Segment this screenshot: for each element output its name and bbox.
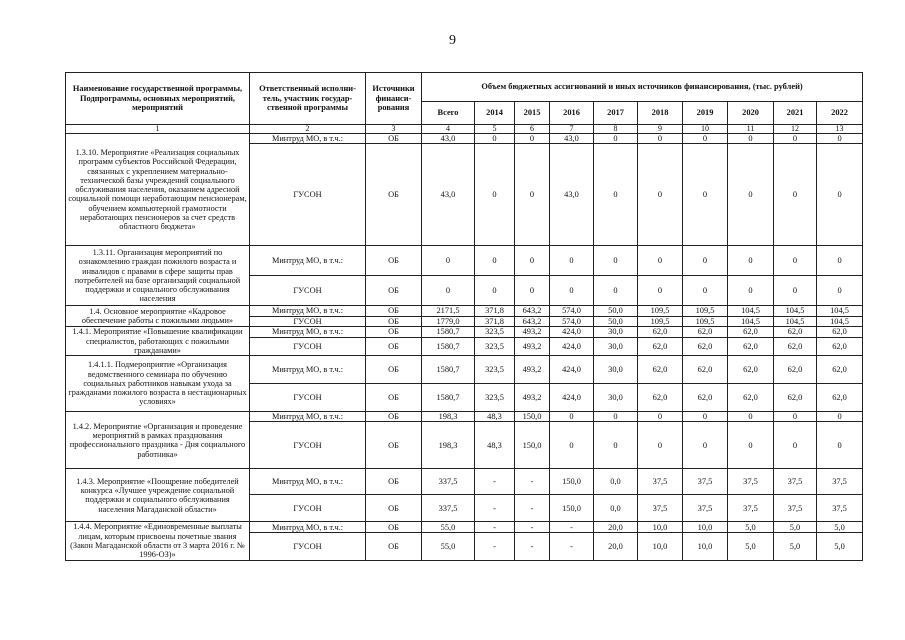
- value-year: 0: [550, 422, 594, 469]
- funding-source: ОБ: [366, 276, 422, 306]
- value-year: 0: [728, 276, 774, 306]
- value-year: 5,0: [817, 522, 863, 533]
- responsible-executor: ГУСОН: [250, 144, 366, 246]
- funding-source: ОБ: [366, 356, 422, 384]
- measure-name: 1.3.11. Организация мероприятий по ознакомлению граждан пожилого возраста и инвалидов с правами в сфере защиты прав потребителей на базе организаций социальной поддержки и социального обслуживания населения: [66, 246, 250, 306]
- column-number: 7: [550, 125, 594, 134]
- value-year: 37,5: [728, 495, 774, 522]
- column-number: 12: [774, 125, 817, 134]
- value-year: 43,0: [550, 134, 594, 144]
- header-responsible: Ответственный исполни-тель, участник государ-ственной программы: [250, 73, 366, 125]
- value-year: 0: [475, 134, 515, 144]
- table-row: [66, 306, 863, 316]
- value-total: 337,5: [422, 469, 475, 495]
- value-year: -: [550, 533, 594, 560]
- column-number: 10: [683, 125, 728, 134]
- value-year: 62,0: [817, 327, 863, 338]
- value-year: 62,0: [638, 356, 683, 384]
- value-year: 0: [638, 144, 683, 246]
- value-year: 62,0: [817, 384, 863, 412]
- value-year: 0: [638, 422, 683, 469]
- value-year: -: [515, 522, 550, 533]
- table-row: [66, 469, 863, 495]
- value-year: 109,5: [638, 316, 683, 326]
- value-year: 20,0: [594, 533, 638, 560]
- value-year: 62,0: [774, 327, 817, 338]
- value-year: 424,0: [550, 356, 594, 384]
- value-year: 62,0: [774, 337, 817, 355]
- value-year: 50,0: [594, 306, 638, 316]
- value-year: 62,0: [638, 337, 683, 355]
- value-year: 424,0: [550, 384, 594, 412]
- column-number: 2: [250, 125, 366, 134]
- funding-source: ОБ: [366, 495, 422, 522]
- funding-source: ОБ: [366, 533, 422, 560]
- header-year: Всего: [422, 102, 475, 125]
- value-year: 0: [638, 134, 683, 144]
- value-year: 62,0: [728, 327, 774, 338]
- value-year: 643,2: [515, 316, 550, 326]
- value-year: 62,0: [817, 356, 863, 384]
- value-year: 104,5: [728, 306, 774, 316]
- value-total: 1580,7: [422, 384, 475, 412]
- table-body: [66, 125, 863, 561]
- value-year: 0: [817, 246, 863, 276]
- column-number: 6: [515, 125, 550, 134]
- value-year: 643,2: [515, 306, 550, 316]
- responsible-executor: ГУСОН: [250, 422, 366, 469]
- table-row: [66, 522, 863, 533]
- value-year: 0: [638, 412, 683, 422]
- responsible-executor: ГУСОН: [250, 276, 366, 306]
- value-year: 0: [594, 276, 638, 306]
- value-year: 5,0: [728, 533, 774, 560]
- responsible-executor: ГУСОН: [250, 495, 366, 522]
- header-year: 2018: [638, 102, 683, 125]
- value-year: 109,5: [683, 306, 728, 316]
- value-year: -: [515, 495, 550, 522]
- value-year: 10,0: [683, 522, 728, 533]
- value-year: 37,5: [683, 495, 728, 522]
- value-year: 0: [550, 412, 594, 422]
- value-total: 2171,5: [422, 306, 475, 316]
- responsible-executor: Минтруд МО, в т.ч.:: [250, 469, 366, 495]
- value-year: 0: [594, 246, 638, 276]
- table-row: [66, 327, 863, 338]
- value-year: 493,2: [515, 356, 550, 384]
- funding-source: ОБ: [366, 134, 422, 144]
- value-year: 62,0: [683, 327, 728, 338]
- header-year: 2015: [515, 102, 550, 125]
- value-year: 424,0: [550, 327, 594, 338]
- value-year: 0: [774, 134, 817, 144]
- value-total: 1580,7: [422, 327, 475, 338]
- value-year: 104,5: [728, 316, 774, 326]
- page-number: 9: [449, 33, 456, 48]
- column-number: 11: [728, 125, 774, 134]
- value-year: 150,0: [515, 412, 550, 422]
- responsible-executor: Минтруд МО, в т.ч.:: [250, 246, 366, 276]
- value-year: 62,0: [728, 356, 774, 384]
- value-year: 0: [817, 412, 863, 422]
- header-name: Наименование государственной программы, Подпрограммы, основных мероприятий, мероприятий: [66, 73, 250, 125]
- value-year: 30,0: [594, 356, 638, 384]
- value-total: 198,3: [422, 422, 475, 469]
- funding-source: ОБ: [366, 412, 422, 422]
- value-year: 37,5: [817, 495, 863, 522]
- column-number: 1: [66, 125, 250, 134]
- value-year: 30,0: [594, 337, 638, 355]
- value-year: 43,0: [550, 144, 594, 246]
- value-total: 1580,7: [422, 337, 475, 355]
- funding-source: ОБ: [366, 306, 422, 316]
- responsible-executor: ГУСОН: [250, 533, 366, 560]
- value-year: 0: [817, 144, 863, 246]
- table-row: [66, 412, 863, 422]
- value-year: 0: [475, 246, 515, 276]
- value-year: 62,0: [638, 384, 683, 412]
- value-year: 323,5: [475, 337, 515, 355]
- value-year: 493,2: [515, 384, 550, 412]
- funding-source: ОБ: [366, 144, 422, 246]
- value-year: 323,5: [475, 327, 515, 338]
- value-year: 0: [594, 412, 638, 422]
- header-year: 2020: [728, 102, 774, 125]
- value-total: 1779,0: [422, 316, 475, 326]
- value-year: 37,5: [638, 469, 683, 495]
- value-year: 0: [728, 422, 774, 469]
- value-year: 371,8: [475, 316, 515, 326]
- value-year: 62,0: [683, 356, 728, 384]
- responsible-executor: Минтруд МО, в т.ч.:: [250, 134, 366, 144]
- value-year: 493,2: [515, 327, 550, 338]
- value-year: 323,5: [475, 356, 515, 384]
- responsible-executor: Минтруд МО, в т.ч.:: [250, 327, 366, 338]
- funding-source: ОБ: [366, 422, 422, 469]
- value-year: 37,5: [817, 469, 863, 495]
- value-year: 62,0: [774, 384, 817, 412]
- column-number-row: [66, 125, 863, 134]
- value-year: -: [475, 522, 515, 533]
- responsible-executor: ГУСОН: [250, 316, 366, 326]
- value-year: 150,0: [550, 495, 594, 522]
- value-year: 0: [728, 246, 774, 276]
- value-year: 0: [594, 144, 638, 246]
- value-year: 0: [774, 412, 817, 422]
- value-year: 0: [728, 134, 774, 144]
- value-year: 37,5: [774, 495, 817, 522]
- value-year: 104,5: [817, 316, 863, 326]
- value-total: 0: [422, 246, 475, 276]
- table-row: [66, 356, 863, 384]
- value-year: 0: [774, 246, 817, 276]
- value-year: 30,0: [594, 327, 638, 338]
- measure-name: 1.4.1. Мероприятие «Повышение квалификации специалистов, работающих с пожилыми гражданами»: [66, 327, 250, 356]
- value-year: 0: [475, 144, 515, 246]
- value-year: -: [475, 533, 515, 560]
- value-year: 62,0: [683, 337, 728, 355]
- value-year: 0,0: [594, 469, 638, 495]
- value-year: 574,0: [550, 316, 594, 326]
- responsible-executor: Минтруд МО, в т.ч.:: [250, 522, 366, 533]
- column-number: 3: [366, 125, 422, 134]
- value-year: 0: [683, 134, 728, 144]
- header-year: 2014: [475, 102, 515, 125]
- value-total: 55,0: [422, 533, 475, 560]
- column-number: 8: [594, 125, 638, 134]
- value-year: 150,0: [550, 469, 594, 495]
- value-year: -: [515, 533, 550, 560]
- responsible-executor: Минтруд МО, в т.ч.:: [250, 412, 366, 422]
- value-total: 337,5: [422, 495, 475, 522]
- measure-name: 1.4.3. Мероприятие «Поощрение победителей конкурса «Лучшее учреждение социальной поддержки и социального обслуживания населения Магаданской области»: [66, 469, 250, 522]
- value-year: 62,0: [817, 337, 863, 355]
- measure-name: 1.4.1.1. Подмероприятие «Организация ведомственного семинара по обучению социальных работников навыкам ухода за гражданами пожилого возраста в нестационарных условиях»: [66, 356, 250, 412]
- budget-table: [65, 72, 863, 561]
- value-year: 30,0: [594, 384, 638, 412]
- value-year: -: [550, 522, 594, 533]
- value-year: 5,0: [728, 522, 774, 533]
- value-year: 0: [683, 422, 728, 469]
- value-year: 37,5: [638, 495, 683, 522]
- column-number: 4: [422, 125, 475, 134]
- value-year: 5,0: [774, 533, 817, 560]
- value-year: 0: [817, 134, 863, 144]
- value-year: 104,5: [774, 316, 817, 326]
- value-year: 0: [515, 134, 550, 144]
- responsible-executor: ГУСОН: [250, 384, 366, 412]
- value-year: 0: [638, 276, 683, 306]
- funding-source: ОБ: [366, 327, 422, 338]
- value-year: -: [515, 469, 550, 495]
- value-year: 62,0: [683, 384, 728, 412]
- funding-source: ОБ: [366, 316, 422, 326]
- funding-source: ОБ: [366, 384, 422, 412]
- value-year: 50,0: [594, 316, 638, 326]
- value-year: 0: [683, 246, 728, 276]
- header-year: 2021: [774, 102, 817, 125]
- value-year: 37,5: [683, 469, 728, 495]
- table-row: [66, 246, 863, 276]
- header-sources: Источники финанси-рования: [366, 73, 422, 125]
- value-year: 109,5: [638, 306, 683, 316]
- measure-name: 1.3.10. Мероприятие «Реализация социальных программ субъектов Российской Федерации, связанных с укреплением материально-технической базы учреждений социального обслуживания населения, оказанием адресной социальной помощи неработающим пенсионерам, обучением компьютерной грамотности неработающих пенсионеров за счет средств областного бюджета»: [66, 134, 250, 246]
- value-year: 0: [594, 422, 638, 469]
- measure-name: 1.4. Основное мероприятие «Кадровое обеспечение работы с пожилыми людьми»: [66, 306, 250, 327]
- value-year: 20,0: [594, 522, 638, 533]
- table-row: [66, 134, 863, 144]
- column-number: 9: [638, 125, 683, 134]
- value-year: 5,0: [817, 533, 863, 560]
- value-year: 150,0: [515, 422, 550, 469]
- value-total: 43,0: [422, 144, 475, 246]
- value-year: 0: [774, 422, 817, 469]
- value-total: 1580,7: [422, 356, 475, 384]
- value-year: 5,0: [774, 522, 817, 533]
- responsible-executor: Минтруд МО, в т.ч.:: [250, 356, 366, 384]
- value-total: 0: [422, 276, 475, 306]
- value-year: 0: [515, 144, 550, 246]
- value-year: 0: [817, 422, 863, 469]
- value-total: 198,3: [422, 412, 475, 422]
- value-year: 0: [774, 276, 817, 306]
- value-year: 62,0: [638, 327, 683, 338]
- value-year: 104,5: [817, 306, 863, 316]
- value-year: 104,5: [774, 306, 817, 316]
- value-year: 62,0: [728, 337, 774, 355]
- value-year: 323,5: [475, 384, 515, 412]
- column-number: 13: [817, 125, 863, 134]
- value-year: 48,3: [475, 422, 515, 469]
- header-year: 2019: [683, 102, 728, 125]
- value-year: 48,3: [475, 412, 515, 422]
- value-year: 0: [550, 246, 594, 276]
- header-year: 2016: [550, 102, 594, 125]
- value-year: 37,5: [728, 469, 774, 495]
- value-year: 371,8: [475, 306, 515, 316]
- funding-source: ОБ: [366, 337, 422, 355]
- value-year: 109,5: [683, 316, 728, 326]
- value-year: 62,0: [774, 356, 817, 384]
- funding-source: ОБ: [366, 469, 422, 495]
- value-year: 0: [728, 144, 774, 246]
- value-year: 62,0: [728, 384, 774, 412]
- header-year: 2017: [594, 102, 638, 125]
- value-year: 0: [594, 134, 638, 144]
- value-year: 0: [728, 412, 774, 422]
- funding-source: ОБ: [366, 246, 422, 276]
- value-year: 10,0: [638, 522, 683, 533]
- value-year: 0: [683, 144, 728, 246]
- value-year: 424,0: [550, 337, 594, 355]
- value-year: 0: [475, 276, 515, 306]
- value-year: 0: [774, 144, 817, 246]
- value-year: 0,0: [594, 495, 638, 522]
- responsible-executor: Минтруд МО, в т.ч.:: [250, 306, 366, 316]
- value-year: 574,0: [550, 306, 594, 316]
- header-funding: Объем бюджетных ассигнований и иных источников финансирования, (тыс. рублей): [422, 73, 863, 102]
- value-total: 43,0: [422, 134, 475, 144]
- funding-source: ОБ: [366, 522, 422, 533]
- value-year: -: [475, 469, 515, 495]
- column-number: 5: [475, 125, 515, 134]
- value-year: 0: [817, 276, 863, 306]
- value-year: 0: [683, 276, 728, 306]
- value-year: 10,0: [638, 533, 683, 560]
- value-year: 0: [638, 246, 683, 276]
- measure-name: 1.4.2. Мероприятие «Организация и проведение мероприятий в рамках празднования профессионального праздника - Дня социального работника»: [66, 412, 250, 469]
- value-year: 0: [515, 246, 550, 276]
- value-year: 37,5: [774, 469, 817, 495]
- value-year: 0: [515, 276, 550, 306]
- value-year: 493,2: [515, 337, 550, 355]
- responsible-executor: ГУСОН: [250, 337, 366, 355]
- value-year: 10,0: [683, 533, 728, 560]
- value-year: 0: [683, 412, 728, 422]
- measure-name: 1.4.4. Мероприятие «Единовременные выплаты лицам, которым присвоены почетные звания (Закон Магаданской области от 3 марта 2016 г. № 1996-ОЗ)»: [66, 522, 250, 560]
- header-year: 2022: [817, 102, 863, 125]
- value-year: 0: [550, 276, 594, 306]
- value-total: 55,0: [422, 522, 475, 533]
- value-year: -: [475, 495, 515, 522]
